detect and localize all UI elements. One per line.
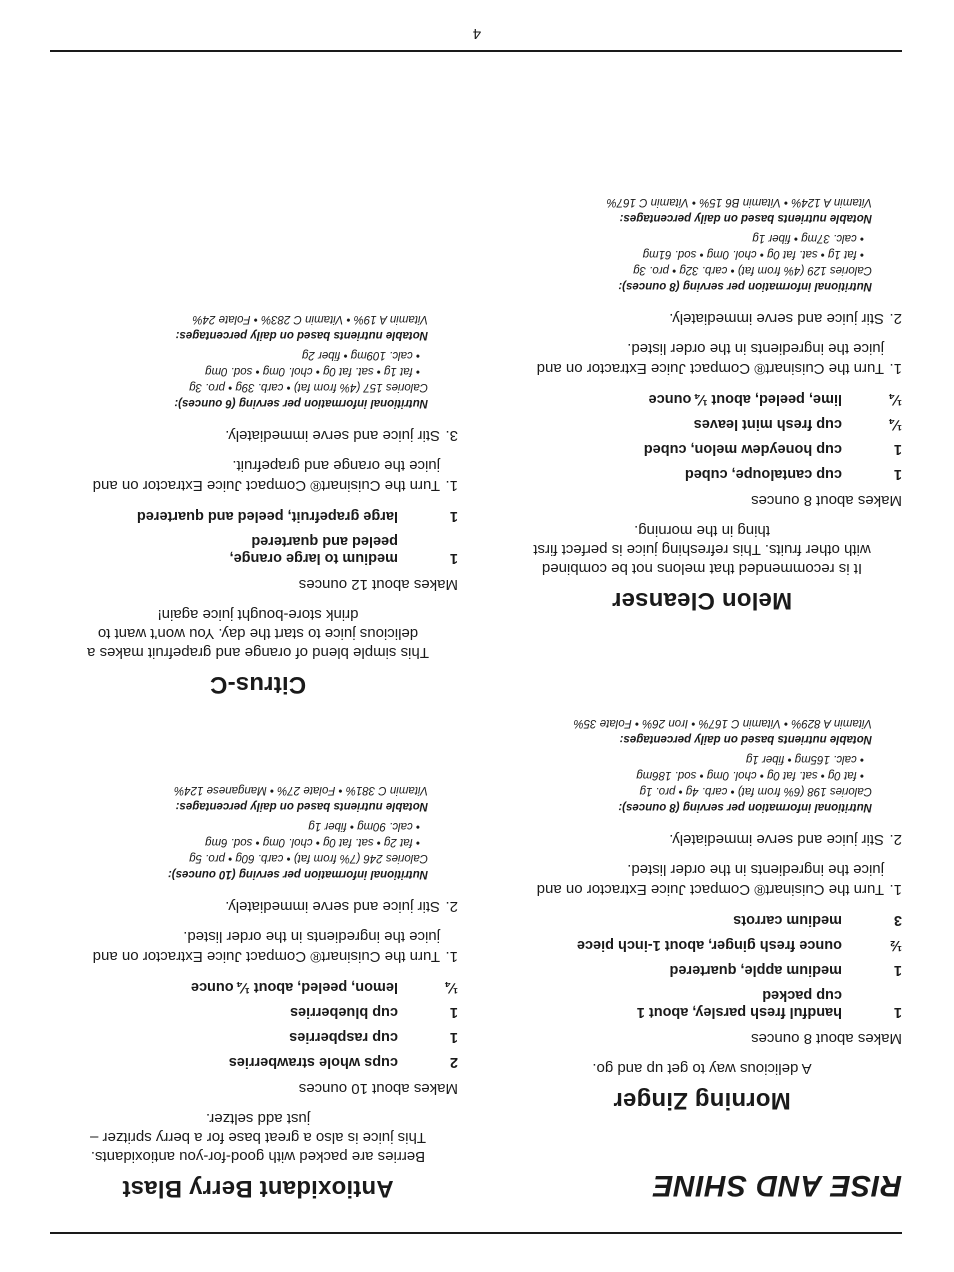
ingredient: ¼ lemon, peeled, about ¼ ounce bbox=[190, 979, 458, 995]
ingredient: 1 cup raspberries bbox=[289, 1029, 458, 1045]
ingredient: 1 cup honeydew melon, cubed bbox=[643, 441, 902, 457]
step: 2. Stir juice and serve immediately. bbox=[225, 898, 458, 915]
recipe-yield: Makes about 8 ounces bbox=[751, 1030, 902, 1047]
step: 1. Turn the Cuisinart® Compact Juice Extractor on and juice the ingredients in the order listed. bbox=[536, 340, 902, 377]
ingredient: 1 cup cantaloupe, cubed bbox=[684, 466, 902, 482]
nutrition-info: Nutritional information per serving (6 ounces): Calories 157 (4% from fat) • carb. 39g • pro. 3g • fat 1g • sat. fat 0g • chol. 0mg • sod. 0mg • calc. 109mg • fiber 2g Notable nutrients based on daily percentages: Vitamin A 19% • Vitamin C 283% • Folate 24% bbox=[174, 313, 428, 409]
recipe-citrus-c bbox=[58, 311, 458, 698]
recipe-antioxidant-berry-blast bbox=[58, 782, 458, 1202]
ingredient: 2 cups whole strawberries bbox=[228, 1054, 458, 1070]
recipe-yield: Makes about 10 ounces bbox=[298, 1080, 458, 1097]
ingredient: 1 cup blueberries bbox=[290, 1004, 458, 1020]
recipe-title: Citrus-C bbox=[209, 671, 307, 698]
nutrition-info: Nutritional information per serving (10 ounces): Calories 246 (7% from fat) • carb. 60g • pro. 5g • fat 2g • sat. fat 0g • chol. 0mg • sod. 6mg • calc. 90mg • fiber 1g Notable nutrients based on daily percentages: Vitamin C 381% • Folate 27% • Manganese 124% bbox=[167, 784, 428, 880]
nutrition-info: Nutritional information per serving (8 ounces): Calories 198 (6% from fat) • carb. 4g • pro. 1g • fat 0g • sat. fat 0g • chol. 0mg • sod. 186mg • calc. 165mg • fiber 1g Notable nutrients based on daily percentages: Vitamin A 829% • Vitamin C 167% • Iron 26% • Folate 35% bbox=[573, 717, 872, 813]
recipe-melon-cleanser bbox=[502, 194, 902, 614]
ingredient: ½ ounce fresh ginger, about 1-inch piece bbox=[576, 937, 902, 953]
step: 1. Turn the Cuisinart® Compact Juice Extractor on and juice the ingredients in the order listed. bbox=[536, 861, 902, 898]
step: 3. Stir juice and serve immediately. bbox=[225, 427, 458, 444]
bottom-rule bbox=[50, 50, 902, 52]
ingredient: 1 medium apple, quartered bbox=[669, 962, 902, 978]
recipe-title: Morning Zinger bbox=[613, 1087, 791, 1114]
ingredient: ¼ lime, peeled, about ¼ ounce bbox=[648, 391, 902, 407]
recipe-morning-zinger bbox=[502, 715, 902, 1114]
recipe-yield: Makes about 8 ounces bbox=[751, 492, 902, 509]
page-number: 4 bbox=[472, 25, 482, 42]
top-rule bbox=[50, 1232, 902, 1234]
recipe-title: Antioxidant Berry Blast bbox=[122, 1175, 394, 1202]
recipe-intro: A delicious way to get up and go. bbox=[592, 1060, 812, 1077]
recipe-title: Melon Cleanser bbox=[611, 587, 793, 614]
ingredient: 1 large grapefruit, peeled and quartered bbox=[136, 508, 458, 524]
section-title: RISE AND SHINE bbox=[652, 1169, 902, 1202]
recipe-yield: Makes about 12 ounces bbox=[298, 576, 458, 593]
step: 1. Turn the Cuisinart® Compact Juice Extractor on and juice the orange and grapefruit. bbox=[92, 457, 458, 494]
recipe-intro: Berries are packed with good-for-you antioxidants. This juice is also a great base for a berry spritzer – just add seltzer. bbox=[90, 1110, 426, 1165]
nutrition-info: Nutritional information per serving (8 ounces): Calories 129 (4% from fat) • carb. 32g • pro. 3g • fat 1g • sat. fat 0g • chol. 0mg • sod. 61mg • calc. 37mg • fiber 1g Notable nutrients based on daily percentages: Vitamin A 124% • Vitamin B6 15% • Vitamin C 167% bbox=[606, 196, 872, 292]
step: 1. Turn the Cuisinart® Compact Juice Extractor on and juice the ingredients in the order listed. bbox=[92, 928, 458, 965]
ingredient: 1 handful fresh parsley, about 1 cup packed bbox=[636, 987, 902, 1020]
ingredient: 3 medium carrots bbox=[733, 912, 902, 928]
ingredient: ¼ cup fresh mint leaves bbox=[693, 416, 902, 432]
recipe-intro: It is recommended that melons not be combined with other fruits. This refreshing juice is perfect first thing in the morning. bbox=[533, 522, 871, 577]
ingredient: 1 medium to large orange, peeled and quartered bbox=[229, 533, 458, 566]
recipe-intro: This simple blend of orange and grapefruit makes a delicious juice to start the day. You won't want to drink store-bought juice again! bbox=[87, 606, 429, 661]
step: 2. Stir juice and serve immediately. bbox=[669, 831, 902, 848]
step: 2. Stir juice and serve immediately. bbox=[669, 310, 902, 327]
